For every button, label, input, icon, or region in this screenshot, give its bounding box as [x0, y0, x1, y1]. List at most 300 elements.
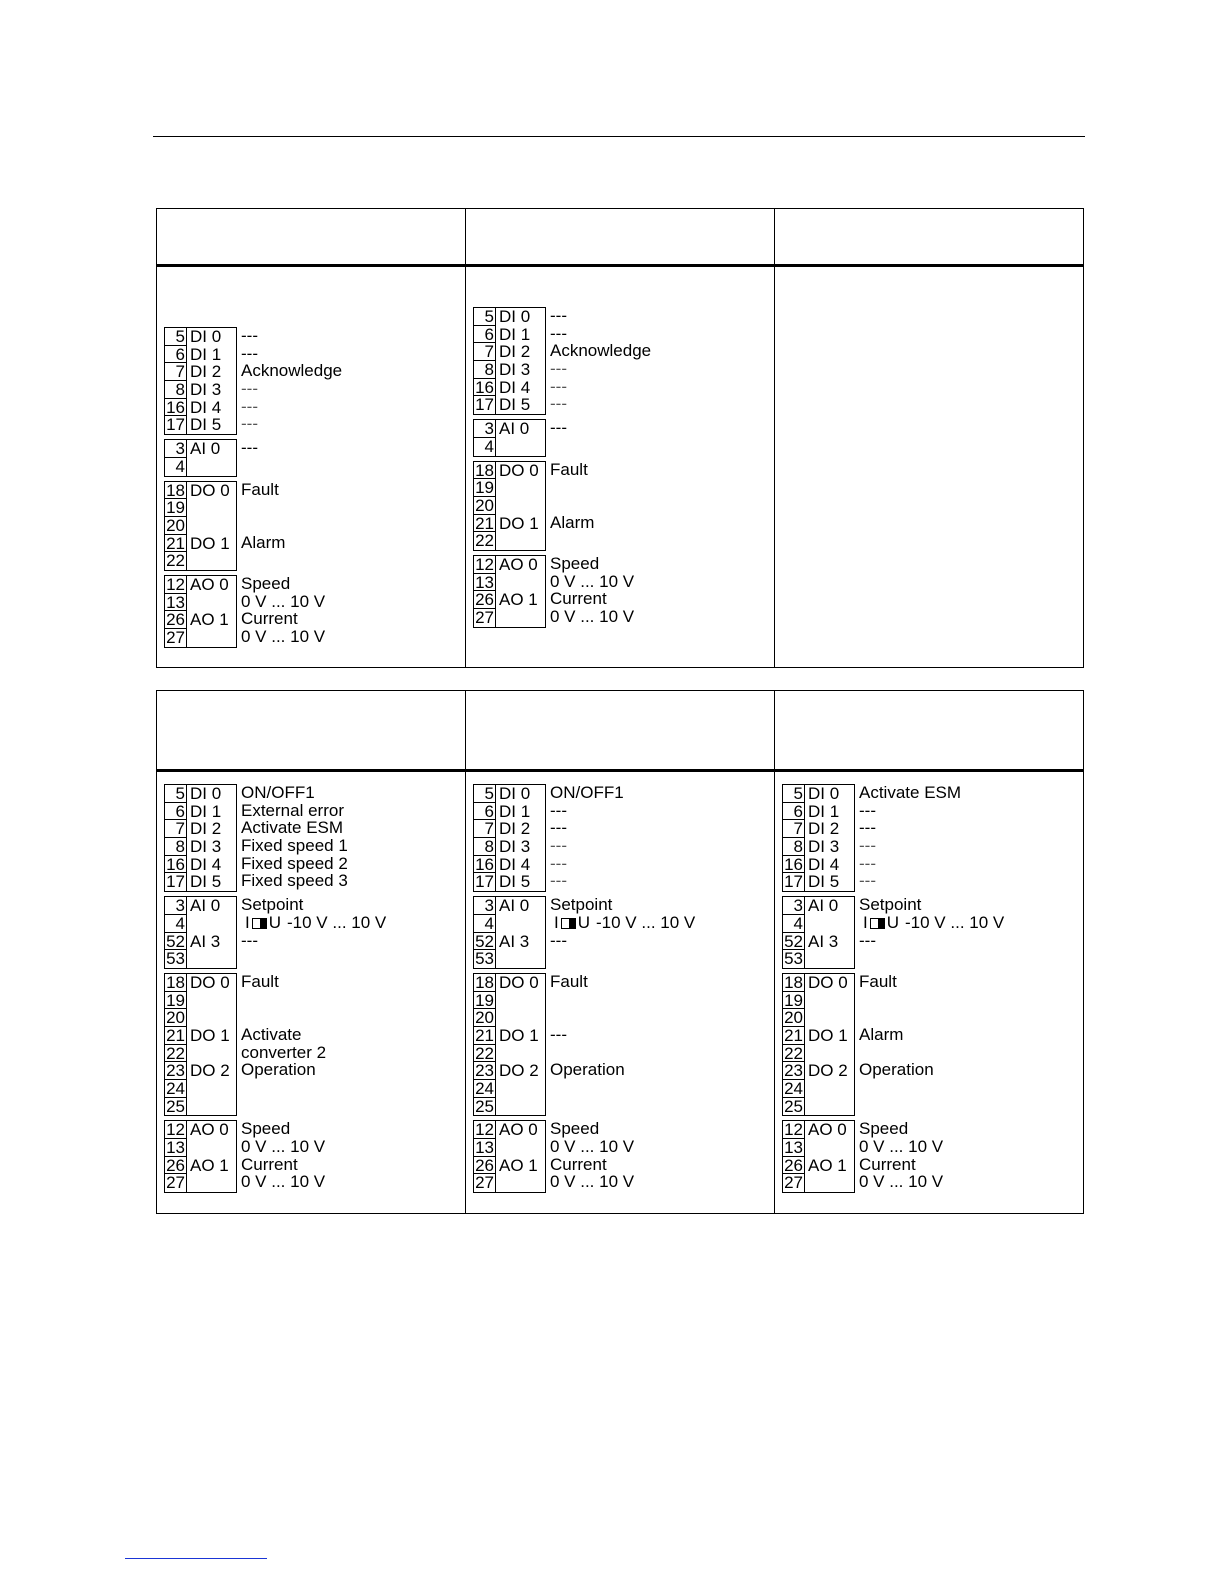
- terminal-number: 21: [784, 1025, 803, 1045]
- terminal-row: [474, 1174, 545, 1192]
- terminal-functions: [855, 896, 1004, 969]
- terminal-signal: [187, 1080, 190, 1098]
- terminal-number: 6: [783, 803, 805, 821]
- function-label: Current: [550, 589, 607, 609]
- terminal-block: [164, 481, 237, 571]
- terminal-number: 13: [475, 572, 494, 592]
- terminal-signal: [187, 594, 190, 612]
- terminal-block: [782, 896, 855, 969]
- switch-label-i: I: [554, 912, 559, 932]
- terminal-signal: AI 0: [808, 896, 839, 916]
- function-label: 0 V ... 10 V: [550, 607, 635, 626]
- terminal-number: 19: [166, 498, 185, 518]
- terminal-signal: AI 0: [499, 896, 530, 916]
- terminal-number: 18: [784, 972, 803, 992]
- function-label: Fault: [859, 971, 897, 991]
- terminal-signal: DI 3: [499, 360, 531, 380]
- terminal-group: [164, 327, 342, 435]
- terminal-row: [474, 326, 545, 344]
- terminal-group: [164, 1120, 386, 1193]
- terminal-block: [473, 307, 546, 415]
- terminal-row: [165, 992, 236, 1010]
- terminal-row: [783, 1080, 854, 1098]
- terminal-diagram: [782, 784, 1004, 1197]
- terminal-row: [474, 574, 545, 592]
- terminal-number: 7: [783, 820, 805, 838]
- function-label: ---: [550, 418, 567, 438]
- terminal-functions: [237, 327, 342, 435]
- terminal-signal: [496, 532, 499, 550]
- terminal-signal: DO 1: [190, 1025, 230, 1045]
- function-label: [859, 1097, 934, 1115]
- terminal-number: 24: [475, 1079, 494, 1098]
- terminal-number: 17: [166, 872, 185, 892]
- terminal-block: [782, 1120, 855, 1193]
- macro-table-2: [156, 690, 1084, 1214]
- footer-link-rule: [125, 1558, 267, 1559]
- terminal-signal: [496, 609, 499, 627]
- terminal-group: [473, 307, 651, 415]
- terminal-row: [165, 399, 236, 417]
- terminal-row: [474, 933, 545, 951]
- terminal-functions: [546, 419, 567, 456]
- terminal-functions: [546, 461, 594, 551]
- terminal-group: [164, 784, 386, 892]
- terminal-number: 8: [165, 381, 187, 399]
- terminal-signal: DI 4: [499, 854, 531, 874]
- function-label: [550, 991, 625, 1009]
- terminal-number: 20: [166, 515, 185, 535]
- terminal-signal: DI 5: [190, 872, 222, 892]
- function-label: [241, 1008, 326, 1026]
- terminal-number: 53: [784, 949, 803, 969]
- function-label: ON/OFF1: [550, 783, 624, 802]
- terminal-signal: [496, 1009, 499, 1027]
- terminal-block: [164, 439, 237, 476]
- terminal-row: [783, 915, 854, 933]
- terminal-row: [165, 873, 236, 891]
- terminal-signal: [187, 517, 190, 535]
- terminal-row: [474, 992, 545, 1010]
- terminal-diagram: [164, 784, 386, 1197]
- terminal-row: [165, 346, 236, 364]
- function-label: Activate ESM: [859, 783, 962, 802]
- terminal-signal: [805, 950, 808, 968]
- terminal-row: [474, 361, 545, 379]
- terminal-row: [165, 838, 236, 856]
- terminal-functions: [855, 973, 934, 1117]
- terminal-number: 13: [784, 1138, 803, 1158]
- terminal-number: 24: [166, 1079, 185, 1098]
- terminal-row: [165, 440, 236, 458]
- terminal-number: 20: [784, 1008, 803, 1028]
- terminal-group: [473, 419, 651, 456]
- terminal-signal: DO 1: [808, 1025, 848, 1045]
- terminal-group: [473, 555, 651, 628]
- terminal-signal: [187, 1098, 190, 1116]
- terminal-block: [473, 419, 546, 456]
- function-label: ---: [859, 836, 876, 856]
- terminal-number: 25: [784, 1096, 803, 1116]
- terminal-number: 20: [475, 495, 494, 515]
- terminal-number: 27: [166, 628, 185, 647]
- terminal-signal: DI 3: [808, 837, 840, 857]
- dip-switch-icon: [561, 918, 576, 929]
- terminal-signal: DO 0: [808, 972, 848, 992]
- terminal-row: [474, 873, 545, 891]
- terminal-row: [783, 1027, 854, 1045]
- terminal-signal: AI 3: [190, 931, 221, 951]
- wiring-cell: [466, 771, 775, 1214]
- function-label: [241, 516, 285, 534]
- function-label: Fixed speed 3: [241, 871, 348, 891]
- terminal-signal: DO 1: [190, 533, 230, 553]
- function-label: ---: [241, 379, 258, 399]
- terminal-signal: [496, 992, 499, 1010]
- terminal-group: [164, 575, 342, 648]
- switch-label-i: I: [863, 912, 868, 932]
- terminal-row: [474, 915, 545, 933]
- function-label: [241, 1097, 326, 1115]
- wiring-cell: [157, 771, 466, 1214]
- terminal-number: 53: [166, 949, 185, 969]
- terminal-number: 8: [165, 838, 187, 856]
- function-label: Setpoint: [550, 895, 613, 915]
- function-label: Current: [241, 1154, 298, 1174]
- function-label: ---: [550, 1024, 567, 1044]
- terminal-block: [473, 555, 546, 628]
- terminal-signal: [496, 1045, 499, 1063]
- terminal-signal: DI 4: [499, 377, 531, 397]
- function-label: 0 V ... 10 V: [550, 571, 635, 591]
- switch-range: -10 V ... 10 V: [596, 912, 696, 932]
- terminal-signal: AO 0: [190, 574, 229, 594]
- terminal-row: [474, 1027, 545, 1045]
- terminal-functions: [546, 555, 634, 628]
- terminal-group: [473, 1120, 695, 1193]
- terminal-row: [783, 1174, 854, 1192]
- function-label: Speed: [859, 1119, 909, 1139]
- terminal-signal: DI 1: [499, 324, 531, 344]
- terminal-row: [165, 1121, 236, 1139]
- terminal-row: [165, 1174, 236, 1192]
- terminal-functions: [546, 896, 695, 969]
- terminal-signal: [496, 1080, 499, 1098]
- terminal-number: 22: [475, 531, 494, 551]
- terminal-diagram: [473, 784, 695, 1197]
- terminal-row: [474, 479, 545, 497]
- function-label: Fault: [241, 479, 279, 499]
- function-label: Operation: [859, 1060, 934, 1080]
- terminal-row: [474, 462, 545, 480]
- terminal-row: [783, 1139, 854, 1157]
- terminal-signal: DO 1: [499, 513, 539, 533]
- terminal-row: [783, 950, 854, 968]
- terminal-block: [473, 784, 546, 892]
- terminal-block: [473, 461, 546, 551]
- terminal-signal: DI 3: [499, 837, 531, 857]
- function-label: Fault: [550, 971, 588, 991]
- terminal-row: [474, 308, 545, 326]
- terminal-signal: AO 1: [190, 610, 229, 630]
- terminal-signal: DI 1: [190, 801, 222, 821]
- terminal-row: [165, 381, 236, 399]
- function-label: [859, 991, 934, 1009]
- header-rule: [153, 136, 1085, 137]
- terminal-functions: [546, 1120, 634, 1193]
- function-label: ---: [859, 800, 876, 820]
- terminal-block: [164, 327, 237, 435]
- terminal-row: [474, 532, 545, 550]
- terminal-number: 5: [474, 785, 496, 803]
- terminal-number: 3: [474, 420, 496, 438]
- terminal-signal: [496, 915, 499, 933]
- switch-range: -10 V ... 10 V: [287, 912, 387, 932]
- terminal-number: 12: [475, 554, 494, 574]
- terminal-row: [474, 497, 545, 515]
- function-label: ---: [550, 871, 567, 891]
- terminal-number: 19: [475, 478, 494, 498]
- terminal-number: 26: [166, 610, 185, 630]
- current-voltage-switch: [859, 914, 1004, 932]
- terminal-number: 16: [475, 377, 494, 397]
- function-label: Acknowledge: [550, 341, 652, 361]
- terminal-signal: [805, 915, 808, 933]
- function-label: ---: [241, 396, 258, 416]
- terminal-number: 6: [165, 803, 187, 821]
- terminal-functions: [237, 481, 285, 571]
- terminal-signal: [496, 574, 499, 592]
- function-label: 0 V ... 10 V: [241, 1172, 326, 1192]
- terminal-signal: [187, 1174, 190, 1192]
- terminal-number: 12: [475, 1120, 494, 1140]
- terminal-row: [165, 785, 236, 803]
- terminal-signal: AO 1: [808, 1155, 847, 1175]
- terminal-number: 20: [475, 1008, 494, 1028]
- terminal-row: [783, 992, 854, 1010]
- function-label: ---: [241, 438, 258, 458]
- terminal-number: 3: [165, 440, 187, 458]
- terminal-row: [165, 950, 236, 968]
- terminal-number: 4: [165, 458, 187, 476]
- function-label: 0 V ... 10 V: [241, 1137, 326, 1157]
- function-label: ---: [241, 326, 258, 345]
- function-label: 0 V ... 10 V: [241, 591, 326, 611]
- function-label: 0 V ... 10 V: [241, 627, 326, 646]
- terminal-number: 7: [474, 343, 496, 361]
- terminal-row: [474, 950, 545, 968]
- header-cell: [466, 691, 775, 771]
- terminal-signal: DI 0: [499, 307, 531, 326]
- function-label: [550, 437, 567, 455]
- function-label: ---: [241, 414, 258, 434]
- terminal-row: [474, 591, 545, 609]
- terminal-number: 5: [783, 785, 805, 803]
- terminal-block: [473, 896, 546, 969]
- terminal-number: 27: [475, 608, 494, 627]
- terminal-row: [165, 535, 236, 553]
- terminal-signal: AI 0: [499, 419, 530, 439]
- terminal-row: [474, 803, 545, 821]
- terminal-row: [474, 396, 545, 414]
- terminal-signal: AO 1: [190, 1155, 229, 1175]
- terminal-signal: AO 1: [499, 590, 538, 610]
- terminal-row: [165, 856, 236, 874]
- function-label: Fault: [550, 459, 588, 479]
- function-label: ---: [859, 930, 876, 950]
- terminal-signal: [496, 438, 499, 456]
- terminal-row: [165, 552, 236, 570]
- switch-label-u: U: [577, 912, 591, 932]
- terminal-signal: AO 0: [499, 554, 538, 574]
- terminal-number: 18: [166, 480, 185, 500]
- terminal-signal: DI 2: [190, 819, 222, 839]
- terminal-row: [783, 974, 854, 992]
- terminal-number: 27: [784, 1173, 803, 1193]
- terminal-signal: [496, 950, 499, 968]
- terminal-signal: DI 5: [808, 872, 840, 892]
- terminal-signal: DI 1: [808, 801, 840, 821]
- function-label: converter 2: [241, 1042, 327, 1062]
- terminal-signal: [496, 1098, 499, 1116]
- terminal-signal: [496, 1174, 499, 1192]
- terminal-row: [474, 1062, 545, 1080]
- terminal-number: 12: [784, 1120, 803, 1140]
- switch-label-i: I: [245, 912, 250, 932]
- terminal-number: 26: [475, 590, 494, 610]
- terminal-row: [783, 1009, 854, 1027]
- terminal-number: 12: [166, 1120, 185, 1140]
- terminal-signal: DI 5: [499, 395, 531, 415]
- terminal-number: 8: [474, 361, 496, 379]
- terminal-group: [782, 1120, 1004, 1193]
- terminal-row: [783, 1098, 854, 1116]
- terminal-row: [783, 897, 854, 915]
- terminal-number: 4: [165, 915, 187, 933]
- terminal-signal: AO 0: [190, 1120, 229, 1140]
- terminal-signal: AO 0: [499, 1120, 538, 1140]
- terminal-number: 21: [166, 1025, 185, 1045]
- terminal-functions: [237, 784, 348, 892]
- terminal-signal: [187, 992, 190, 1010]
- function-label: ---: [550, 306, 567, 325]
- terminal-number: 27: [166, 1173, 185, 1193]
- terminal-block: [782, 973, 855, 1117]
- terminal-number: 18: [475, 972, 494, 992]
- terminal-row: [783, 856, 854, 874]
- terminal-number: 16: [166, 854, 185, 874]
- terminal-functions: [546, 307, 651, 415]
- function-label: 0 V ... 10 V: [550, 1137, 635, 1157]
- terminal-functions: [237, 896, 386, 969]
- terminal-row: [165, 1045, 236, 1063]
- function-label: Fixed speed 2: [241, 853, 348, 873]
- terminal-block: [782, 784, 855, 892]
- terminal-signal: DI 2: [808, 819, 840, 839]
- function-label: Fault: [241, 971, 279, 991]
- function-label: Alarm: [241, 532, 286, 552]
- terminal-row: [165, 1098, 236, 1116]
- terminal-signal: DO 2: [808, 1061, 848, 1081]
- terminal-row: [165, 576, 236, 594]
- header-cell: [775, 209, 1084, 266]
- terminal-signal: DI 4: [808, 854, 840, 874]
- terminal-block: [164, 1120, 237, 1193]
- terminal-functions: [546, 973, 625, 1117]
- terminal-row: [165, 328, 236, 346]
- terminal-block: [164, 896, 237, 969]
- terminal-row: [783, 785, 854, 803]
- terminal-functions: [855, 784, 961, 892]
- function-label: ---: [859, 871, 876, 891]
- function-label: Speed: [241, 1119, 291, 1139]
- terminal-number: 16: [475, 854, 494, 874]
- terminal-signal: AI 0: [190, 896, 221, 916]
- terminal-row: [474, 1045, 545, 1063]
- terminal-number: 5: [165, 328, 187, 346]
- terminal-row: [474, 1080, 545, 1098]
- terminal-diagram: [164, 327, 342, 652]
- terminal-number: 52: [475, 931, 494, 951]
- function-label: Setpoint: [859, 895, 922, 915]
- function-label: ---: [550, 359, 567, 379]
- terminal-row: [783, 803, 854, 821]
- function-label: Activate ESM: [241, 818, 344, 838]
- function-label: [550, 478, 594, 496]
- terminal-number: 13: [166, 592, 185, 612]
- terminal-number: 6: [474, 326, 496, 344]
- terminal-signal: DO 0: [190, 480, 230, 500]
- terminal-row: [165, 611, 236, 629]
- terminal-group: [782, 973, 1004, 1117]
- terminal-row: [474, 1139, 545, 1157]
- terminal-number: 19: [166, 990, 185, 1010]
- terminal-number: 17: [475, 395, 494, 415]
- function-label: Speed: [550, 553, 600, 573]
- terminal-signal: [805, 1098, 808, 1116]
- terminal-group: [782, 896, 1004, 969]
- terminal-row: [783, 820, 854, 838]
- terminal-row: [783, 1157, 854, 1175]
- terminal-signal: DI 0: [190, 327, 222, 346]
- terminal-row: [165, 1027, 236, 1045]
- terminal-diagram: [473, 307, 651, 632]
- terminal-signal: [187, 1139, 190, 1157]
- terminal-number: 22: [166, 551, 185, 571]
- terminal-row: [165, 1157, 236, 1175]
- switch-range: -10 V ... 10 V: [905, 912, 1005, 932]
- terminal-signal: DI 0: [808, 784, 840, 803]
- terminal-signal: [187, 915, 190, 933]
- terminal-number: 22: [475, 1043, 494, 1063]
- terminal-row: [783, 873, 854, 891]
- function-label: Speed: [550, 1119, 600, 1139]
- terminal-block: [164, 784, 237, 892]
- terminal-row: [474, 1157, 545, 1175]
- terminal-signal: [805, 1045, 808, 1063]
- terminal-signal: [187, 950, 190, 968]
- terminal-signal: [496, 479, 499, 497]
- terminal-row: [165, 458, 236, 476]
- terminal-row: [474, 856, 545, 874]
- terminal-number: 18: [166, 972, 185, 992]
- terminal-number: 52: [166, 931, 185, 951]
- terminal-block: [164, 973, 237, 1117]
- terminal-number: 27: [475, 1173, 494, 1193]
- function-label: ---: [550, 323, 567, 343]
- function-label: [241, 949, 386, 967]
- function-label: [241, 457, 258, 475]
